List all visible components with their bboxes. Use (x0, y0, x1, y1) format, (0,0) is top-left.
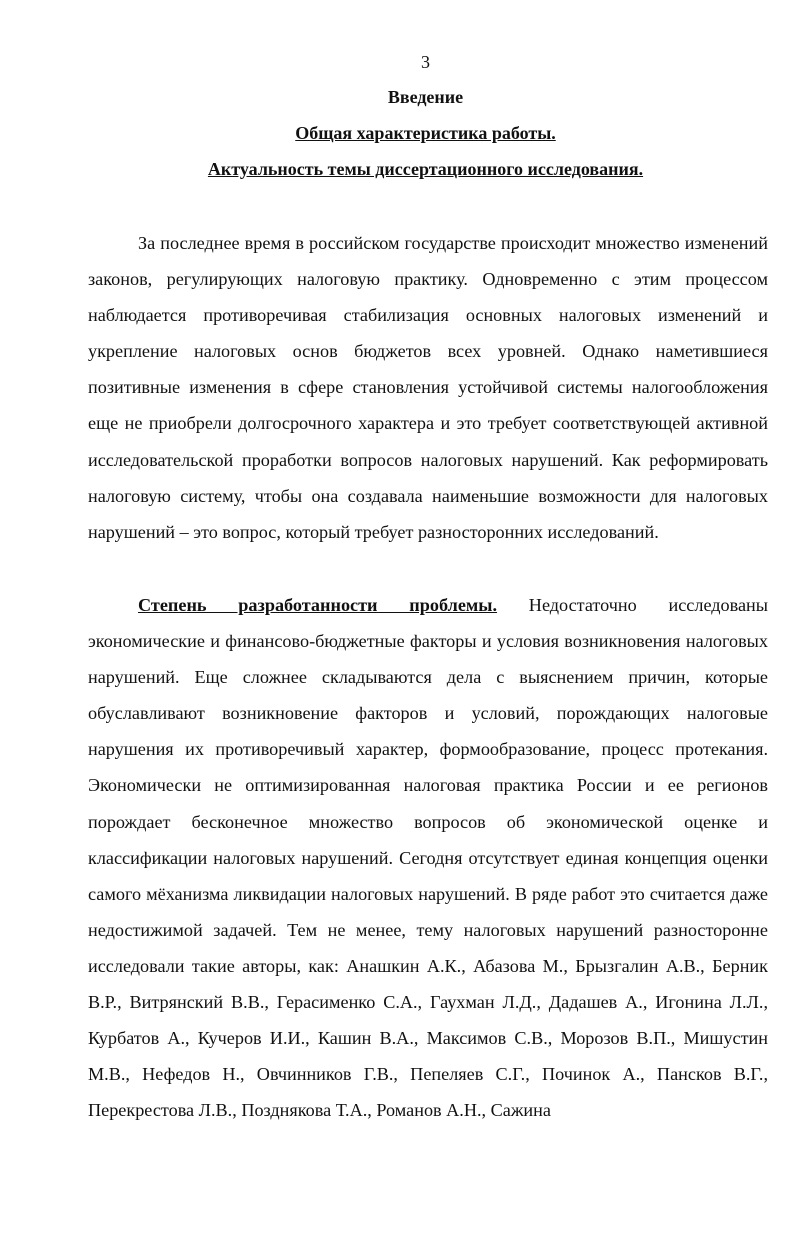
paragraph-development (88, 587, 768, 1128)
paragraph-development-lead: Степень разработанности проблемы. (138, 595, 498, 615)
heading-relevance: Актуальность темы диссертационного исследования. (207, 159, 644, 179)
heading-introduction: Введение (387, 87, 464, 107)
page-number: 3 (421, 52, 430, 72)
heading-general-characteristics: Общая характеристика работы. (295, 123, 556, 143)
paragraph-development-text: Недостаточно исследованы экономические и финансово-бюджетные факторы и условия возникновения налоговых нарушений. Еще сложнее складываются дела с выяснением причин, которые обуславливают возникновение факторов и условий, порождающих налоговые нарушения их противоречивый характер, формообразование, процесс протекания. Экономически не оптимизированная налоговая практика России и ее регионов порождает бесконечное множество вопросов об экономической оценке и классификации налоговых нарушений. Сегодня отсутствует единая концепция оценки самого мёханизма ликвидации налоговых нарушений. В ряде работ это считается даже недостижимой задачей. Тем не менее, тему налоговых нарушений разносторонне исследовали такие авторы, как: Анашкин А.К., Абазова М., Брызгалин А.В., Берник В.Р., Витрянский В.В., Герасименко С.А., Гаухман Л.Д., Дадашев А., Игонина Л.Л., Курбатов А., Кучеров И.И., Кашин В.А., Максимов С.В., Морозов В.П., Мишустин М.В., Нефедов Н., Овчинников Г.В., Пепеляев С.Г., Починок А., Пансков В.Г., Перекрестова Л.В., Позднякова Т.А., Романов А.Н., Сажина (88, 595, 768, 1121)
paragraph-relevance (88, 225, 768, 550)
paragraph-relevance-text: За последнее время в российском государстве происходит множество изменений законов, регулирующих налоговую практику. Одновременно с этим процессом наблюдается противоречивая стабилизация основных налоговых изменений и укрепление налоговых основ бюджетов всех уровней. Однако наметившиеся позитивные изменения в сфере становления устойчивой системы налогообложения еще не приобрели долгосрочного характера и это требует соответствующей активной исследовательской проработки вопросов налоговых нарушений. Как реформировать налоговую систему, чтобы она создавала наименьшие возможности для налоговых нарушений – это вопрос, который требует разносторонних исследований. (88, 233, 768, 542)
